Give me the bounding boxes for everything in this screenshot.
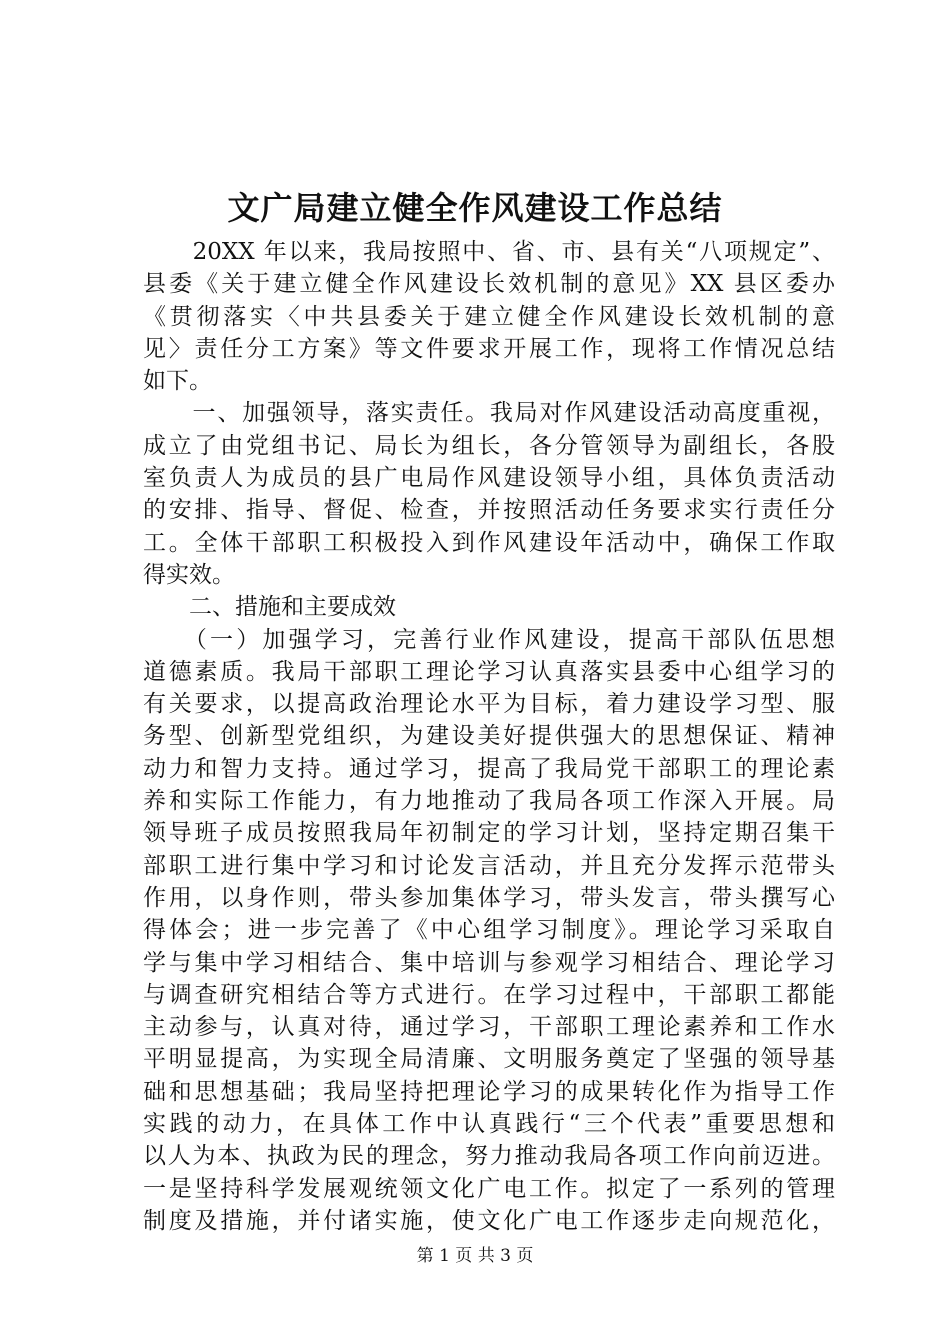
body-text-line: 一是坚持科学发展观统领文化广电工作。拟定了一系列的管理 <box>143 1175 835 1202</box>
body-text-line: 实践的动力，在具体工作中认真践行“三个代表”重要思想和 <box>143 1111 835 1138</box>
body-text-line: 见〉责任分工方案》等文件要求开展工作，现将工作情况总结 <box>143 335 835 362</box>
page-footer: 第 1 页 共 3 页 <box>416 1246 534 1266</box>
body-text-line: 与调查研究相结合等方式进行。在学习过程中，干部职工都能 <box>143 981 835 1008</box>
body-text-line: （一）加强学习，完善行业作风建设，提高干部队伍思想 <box>143 626 835 653</box>
body-text-line: 得体会；进一步完善了《中心组学习制度》。理论学习采取自 <box>143 917 835 944</box>
body-text-line: 工。全体干部职工积极投入到作风建设年活动中，确保工作取 <box>143 529 835 556</box>
body-text-line: 有关要求，以提高政治理论水平为目标，着力建设学习型、服 <box>143 691 835 718</box>
body-text-line: 县委《关于建立健全作风建设长效机制的意见》XX 县区委办 <box>143 271 835 298</box>
body-text-line: 领导班子成员按照我局年初制定的学习计划，坚持定期召集干 <box>143 820 835 847</box>
body-text-line: 础和思想基础；我局坚持把理论学习的成果转化作为指导工作 <box>143 1078 835 1105</box>
body-text-line: 动力和智力支持。通过学习，提高了我局党干部职工的理论素 <box>143 755 835 782</box>
body-text-line: 主动参与，认真对待，通过学习，干部职工理论素养和工作水 <box>143 1014 835 1041</box>
body-text-line: 如下。 <box>143 368 212 395</box>
body-text-line: 的安排、指导、督促、检查，并按照活动任务要求实行责任分 <box>143 497 835 524</box>
document-body <box>143 236 835 1237</box>
body-text-line: 二、措施和主要成效 <box>143 594 396 621</box>
body-text-line: 20XX 年以来，我局按照中、省、市、县有关“八项规定”、 <box>143 239 835 265</box>
body-text-line: 《贯彻落实〈中共县委关于建立健全作风建设长效机制的意 <box>143 303 835 330</box>
body-text-line: 作用，以身作则，带头参加集体学习，带头发言，带头撰写心 <box>143 884 835 911</box>
body-text-line: 平明显提高，为实现全局清廉、文明服务奠定了坚强的领导基 <box>143 1046 835 1073</box>
body-text-line: 成立了由党组书记、局长为组长，各分管领导为副组长，各股 <box>143 432 835 459</box>
body-text-line: 以人为本、执政为民的理念，努力推动我局各项工作向前迈进。 <box>143 1143 835 1170</box>
body-text-line: 学与集中学习相结合、集中培训与参观学习相结合、理论学习 <box>143 949 835 976</box>
body-text-line: 室负责人为成员的县广电局作风建设领导小组，具体负责活动 <box>143 465 835 492</box>
body-text-line: 一、加强领导，落实责任。我局对作风建设活动高度重视， <box>143 400 835 427</box>
body-text-line: 务型、创新型党组织，为建设美好提供强大的思想保证、精神 <box>143 723 835 750</box>
body-text-line: 养和实际工作能力，有力地推动了我局各项工作深入开展。局 <box>143 788 835 815</box>
body-text-line: 部职工进行集中学习和讨论发言活动，并且充分发挥示范带头 <box>143 852 835 879</box>
body-text-line: 制度及措施，并付诸实施，使文化广电工作逐步走向规范化， <box>143 1207 835 1234</box>
body-text-line: 得实效。 <box>143 561 235 588</box>
document-title: 文广局建立健全作风建设工作总结 <box>227 189 723 227</box>
body-text-line: 道德素质。我局干部职工理论学习认真落实县委中心组学习的 <box>143 658 835 685</box>
